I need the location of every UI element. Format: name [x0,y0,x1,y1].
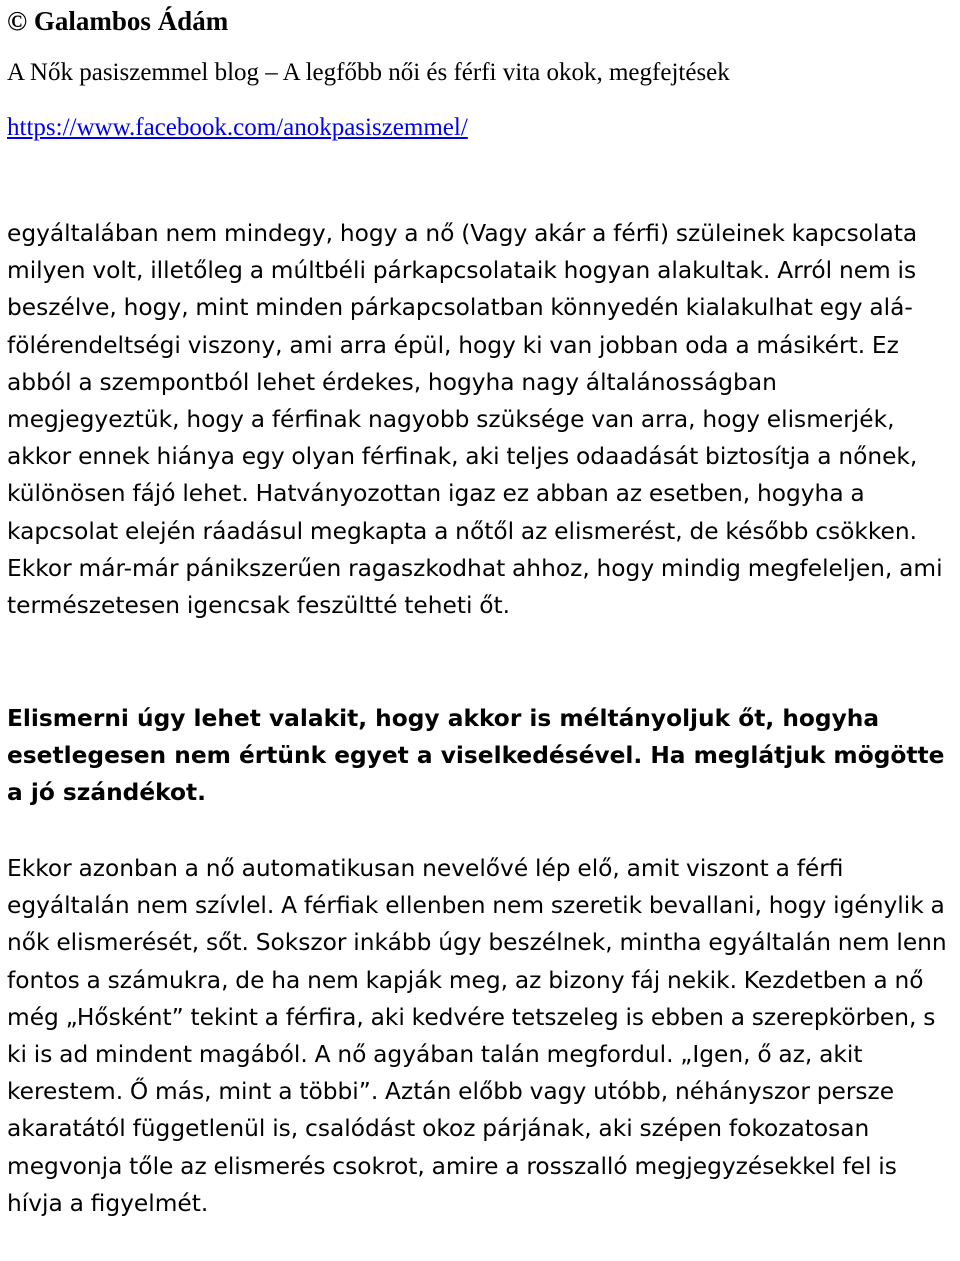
body-paragraph-2-emphasis: Elismerni úgy lehet valakit, hogy akkor is méltányoljuk őt, hogyha esetlegesen nem értünk egyet a viselkedésével. Ha meglátjuk mögötte a jó szándékot. [7,705,945,807]
body-paragraph-3: Ekkor azonban a nő automatikusan nevelővé lép elő, amit viszont a férfi egyáltalán nem szívlel. A férfiak ellenben nem szeretik bevallani, hogy igénylik a nők elismerését, sőt. Sokszor inkább úgy beszélnek, mintha egyáltalán nem lenn fontos a számukra, de ha nem kapják meg, az bizony fáj nekik. Kezdetben a nő még „Hősként” tekint a férfira, aki kedvére tetszeleg is ebben a szerepkörben, s ki is ad mindent magából. A nő agyában talán megfordul. „Igen, ő az, akit kerestem. Ő más, mint a többi”. Aztán előbb vagy utóbb, néhányszor persze akaratától függetlenül is, csalódást okoz párjának, aki szépen fokozatosan megvonja tőle az elismerés csokrot, amire a rosszalló megjegyzésekkel fel is hívja a figyelmét. [7,855,947,1217]
facebook-link[interactable]: https://www.facebook.com/anokpasiszemmel/ [7,114,468,141]
copyright-author: © Galambos Ádám [7,6,229,36]
body-paragraph-1: egyáltalában nem mindegy, hogy a nő (Vagy akár a férfi) szüleinek kapcsolata milyen volt, illetőleg a múltbéli párkapcsolataik hogyan alakultak. Arról nem is beszélve, hogy, mint minden párkapcsolatban könnyedén kialakulhat egy alá-fölérendeltségi viszony, ami arra épül, hogy ki van jobban oda a másikért. Ez abból a szempontból lehet érdekes, hogyha nagy általánosságban megjegyeztük, hogy a férfinak nagyobb szüksége van arra, hogy elismerjék, akkor ennek hiánya egy olyan férfinak, aki teljes odaadását biztosítja a nőnek, különösen fájó lehet. Hatványozottan igaz ez abban az esetben, hogyha a kapcsolat elején ráadásul megkapta a nőtől az elismerést, de később csökken. Ekkor már-már pánikszerűen ragaszkodhat ahhoz, hogy mindig megfeleljen, ami természetesen igencsak feszültté teheti őt. [7,220,943,620]
blog-subtitle: A Nők pasiszemmel blog – A legfőbb női és férfi vita okok, megfejtések [7,59,730,86]
